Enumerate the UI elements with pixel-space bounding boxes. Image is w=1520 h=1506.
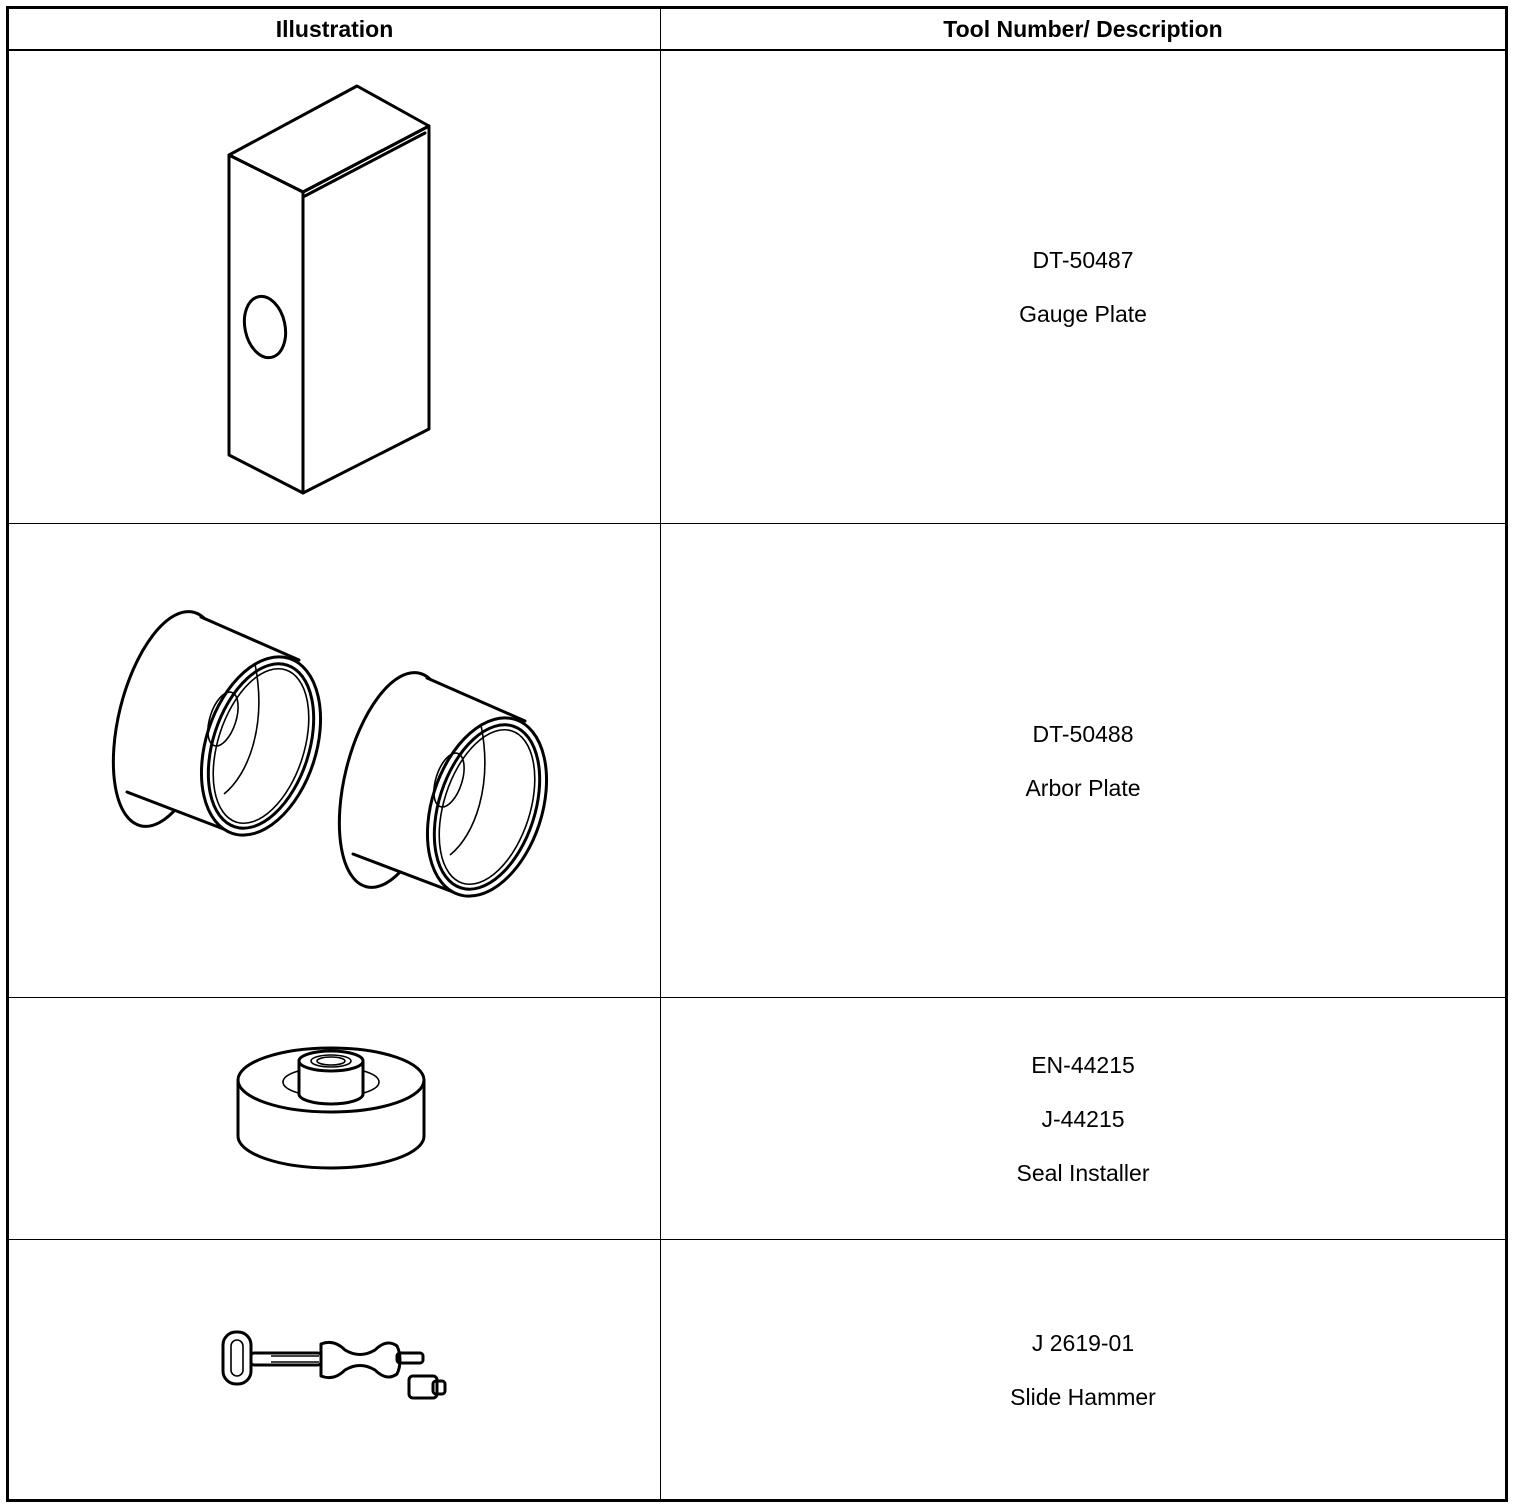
tool-description-cell xyxy=(661,998,1505,1239)
table-row xyxy=(9,998,1505,1240)
seal-installer-drawing-icon xyxy=(9,998,661,1240)
tool-description: Seal Installer xyxy=(1016,1159,1150,1186)
tool-description-cell xyxy=(661,51,1505,523)
tool-number: EN-44215 xyxy=(1031,1051,1135,1078)
tool-number: DT-50487 xyxy=(1032,247,1134,273)
tool-description: Gauge Plate xyxy=(1019,301,1147,327)
arbor-plate-drawing-icon xyxy=(9,524,661,998)
header-illustration: Illustration xyxy=(9,9,661,49)
illustration-cell xyxy=(9,524,661,997)
tool-table xyxy=(6,6,1508,1502)
table-row xyxy=(9,1240,1505,1499)
tool-number: DT-50488 xyxy=(1032,720,1134,747)
illustration-cell xyxy=(9,1240,661,1499)
tool-description-cell xyxy=(661,1240,1505,1499)
tool-description: Slide Hammer xyxy=(1010,1383,1156,1410)
header-tool-description: Tool Number/ Description xyxy=(943,15,1223,42)
illustration-cell xyxy=(9,998,661,1239)
table-header-row xyxy=(9,9,1505,51)
gauge-plate-drawing-icon xyxy=(9,51,661,524)
illustration-cell xyxy=(9,51,661,523)
tool-description: Arbor Plate xyxy=(1025,774,1141,801)
tool-description-cell xyxy=(661,524,1505,997)
table-row xyxy=(9,51,1505,524)
slide-hammer-drawing-icon xyxy=(9,1240,661,1499)
tool-number: J 2619-01 xyxy=(1031,1329,1135,1356)
tool-number-alt: J-44215 xyxy=(1041,1105,1125,1132)
table-row xyxy=(9,524,1505,998)
